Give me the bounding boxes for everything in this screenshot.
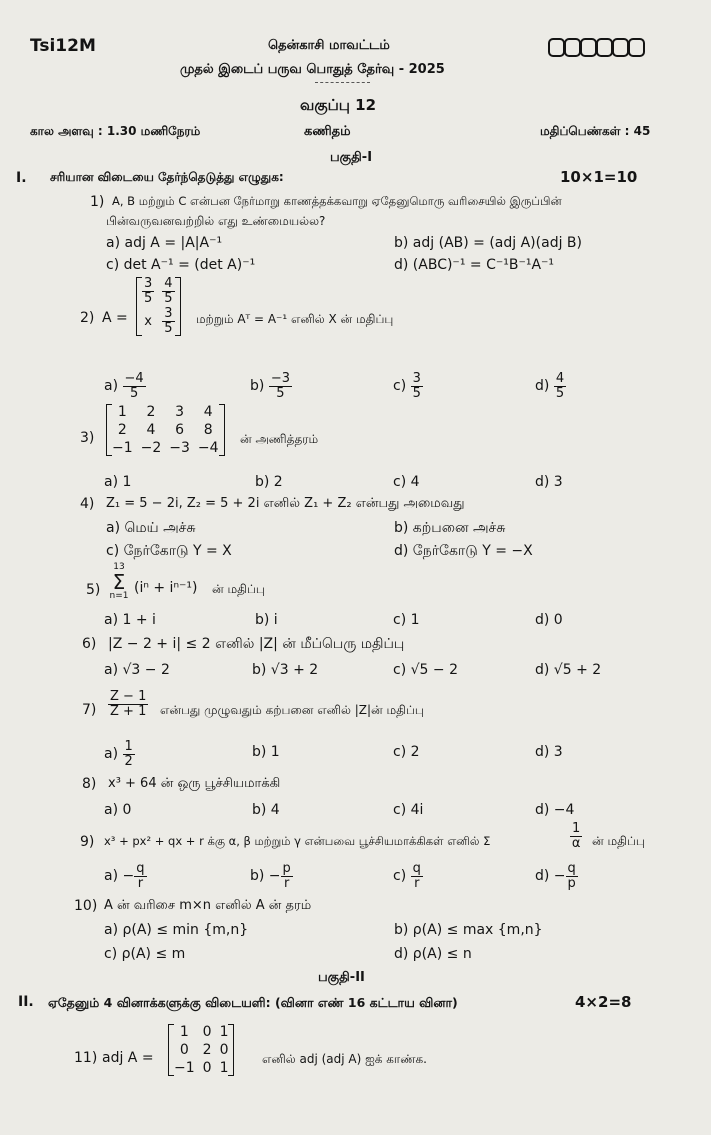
part1-title: பகுதி-I [330,150,373,165]
q10-option-a: a) ρ(A) ≤ min {m,n} [104,922,249,938]
q4-number: 4) [80,496,95,512]
q11-number: 11) [74,1050,98,1066]
q9-option-c: c) $\frac{q}{r}$ [393,861,421,891]
q6-option-d: d) √5 + 2 [535,662,602,678]
q5-summation: 13 Σ n=1 [109,562,129,601]
q10-option-d: d) ρ(A) ≤ n [394,946,472,962]
q5-option-b: b) i [255,612,278,628]
q5-option-a: a) 1 + i [104,612,156,628]
q5-option-c: c) 1 [393,612,420,628]
q2-option-b: b) $\frac{-3}{5}$ [250,371,290,401]
q9-text2: ன் மதிப்பு [592,834,645,848]
q9-sum-fraction: $\frac{1}{\alpha}$ [571,821,581,851]
q1-text-line2: பின்வருவனவற்றில் எது உண்மையல்ல? [106,214,326,228]
q7-option-d: d) 3 [535,744,563,760]
q7-fraction: $\frac{Z - 1}{Z + 1}$ [110,689,147,719]
q9-number: 9) [80,834,95,850]
time-allowed: கால அளவு : 1.30 மணிநேரம் [30,124,201,138]
q9-option-d: d) − $\frac{q}{p}$ [535,861,576,891]
q1-option-b: b) adj (AB) = (adj A)(adj B) [394,235,582,251]
part1-marks: 10×1=10 [560,168,638,186]
q2-number: 2) [80,310,95,326]
q11-matrix: 1 0 1 0 2 0 −1 0 1 [168,1024,234,1076]
q1-text-line1: A, B மற்றும் C என்பன நேர்மாறு காணத்தக்கவாறு ஏதேனுமொரு வரிசையில் இருப்பின் [112,194,562,208]
q4-option-d: d) நேர்கோடு Y = −X [394,543,533,559]
q6-option-b: b) √3 + 2 [252,662,319,678]
part2-title: பகுதி-II [318,970,365,985]
q5-number: 5) [86,582,101,598]
q2-matrix: $\frac{3}{5}$ $\frac{4}{5}$ x $\frac{3}{5}$ [136,277,181,336]
q7-option-b: b) 1 [252,744,280,760]
q5-text: ன் மதிப்பு [212,582,265,596]
q7-option-c: c) 2 [393,744,420,760]
q2-lhs: A = [102,310,128,326]
part2-roman: II. [18,994,34,1010]
q11-lhs: adj A = [102,1050,154,1066]
q3-option-d: d) 3 [535,474,563,490]
q4-option-b: b) கற்பனை அச்சு [394,520,506,536]
q8-option-a: a) 0 [104,802,132,818]
q9-text: x³ + px² + qx + r க்கு α, β மற்றும் γ என்பவை பூச்சியமாக்கிகள் எனில் Σ [104,834,491,848]
register-number-boxes [548,38,644,57]
q8-text: x³ + 64 ன் ஒரு பூச்சியமாக்கி [108,776,281,791]
q2-option-c: c) $\frac{3}{5}$ [393,371,421,401]
part2-instruction: ஏதேனும் 4 வினாக்களுக்கு விடையளி: (வினா எண் 16 கட்டாய வினா) [48,995,458,1010]
max-marks: மதிப்பெண்கள் : 45 [540,124,651,138]
q2-option-d: d) $\frac{4}{5}$ [535,371,565,401]
q4-text: Z₁ = 5 − 2i, Z₂ = 5 + 2i எனில் Z₁ + Z₂ என்பது அமைவது [106,496,465,511]
part1-roman: I. [16,170,27,186]
q3-number: 3) [80,430,95,446]
q3-option-c: c) 4 [393,474,420,490]
class-label: வகுப்பு 12 [300,96,377,114]
part1-instruction: சரியான விடையை தேர்ந்தெடுத்து எழுதுக: [50,170,284,184]
subject-name: கணிதம் [304,124,351,139]
q5-expression: (iⁿ + iⁿ⁻¹) [134,580,198,596]
q1-option-c: c) det A⁻¹ = (det A)⁻¹ [106,257,256,273]
q10-number: 10) [74,898,98,914]
q7-option-a: a) $\frac{1}{2}$ [104,739,133,769]
q10-option-b: b) ρ(A) ≤ max {m,n} [394,922,543,938]
q10-text: A ன் வரிசை m×n எனில் A ன் தரம் [104,898,312,913]
q5-option-d: d) 0 [535,612,563,628]
q4-option-c: c) நேர்கோடு Y = X [106,543,232,559]
part2-marks: 4×2=8 [575,993,632,1011]
q1-number: 1) [90,194,105,210]
q3-text: ன் அணித்தரம் [240,432,319,446]
exam-title: முதல் இடைப் பருவ பொதுத் தேர்வு - 2025 [180,62,445,77]
q4-option-a: a) மெய் அச்சு [106,520,196,536]
q8-option-d: d) −4 [535,802,575,818]
q8-number: 8) [82,776,97,792]
q2-text: மற்றும் Aᵀ = A⁻¹ எனில் X ன் மதிப்பு [196,312,394,326]
q9-option-a: a) − $\frac{q}{r}$ [104,861,145,891]
q6-text: |Z − 2 + i| ≤ 2 எனில் |Z| ன் மீப்பெரு மதிப்பு [108,636,405,652]
district-name: தென்காசி மாவட்டம் [268,38,390,53]
q8-option-b: b) 4 [252,802,280,818]
q3-option-b: b) 2 [255,474,283,490]
q3-option-a: a) 1 [104,474,132,490]
q8-option-c: c) 4i [393,802,424,818]
paper-code: Tsi12M [30,36,96,56]
q6-option-a: a) √3 − 2 [104,662,170,678]
q6-number: 6) [82,636,97,652]
q9-option-b: b) − $\frac{p}{r}$ [250,861,291,891]
q1-option-a: a) adj A = |A|A⁻¹ [106,235,223,251]
q3-matrix: 1 2 3 4 2 4 6 8 −1 −2 −3 −4 [106,404,225,456]
q7-text: என்பது முழுவதும் கற்பனை எனில் |Z|ன் மதிப்பு [160,703,424,717]
q11-text: எனில் adj (adj A) ஐக் காண்க. [262,1052,427,1066]
q6-option-c: c) √5 − 2 [393,662,458,678]
q10-option-c: c) ρ(A) ≤ m [104,946,186,962]
q7-number: 7) [82,702,97,718]
q1-option-d: d) (ABC)⁻¹ = C⁻¹B⁻¹A⁻¹ [394,257,555,273]
q2-option-a: a) $\frac{-4}{5}$ [104,371,144,401]
